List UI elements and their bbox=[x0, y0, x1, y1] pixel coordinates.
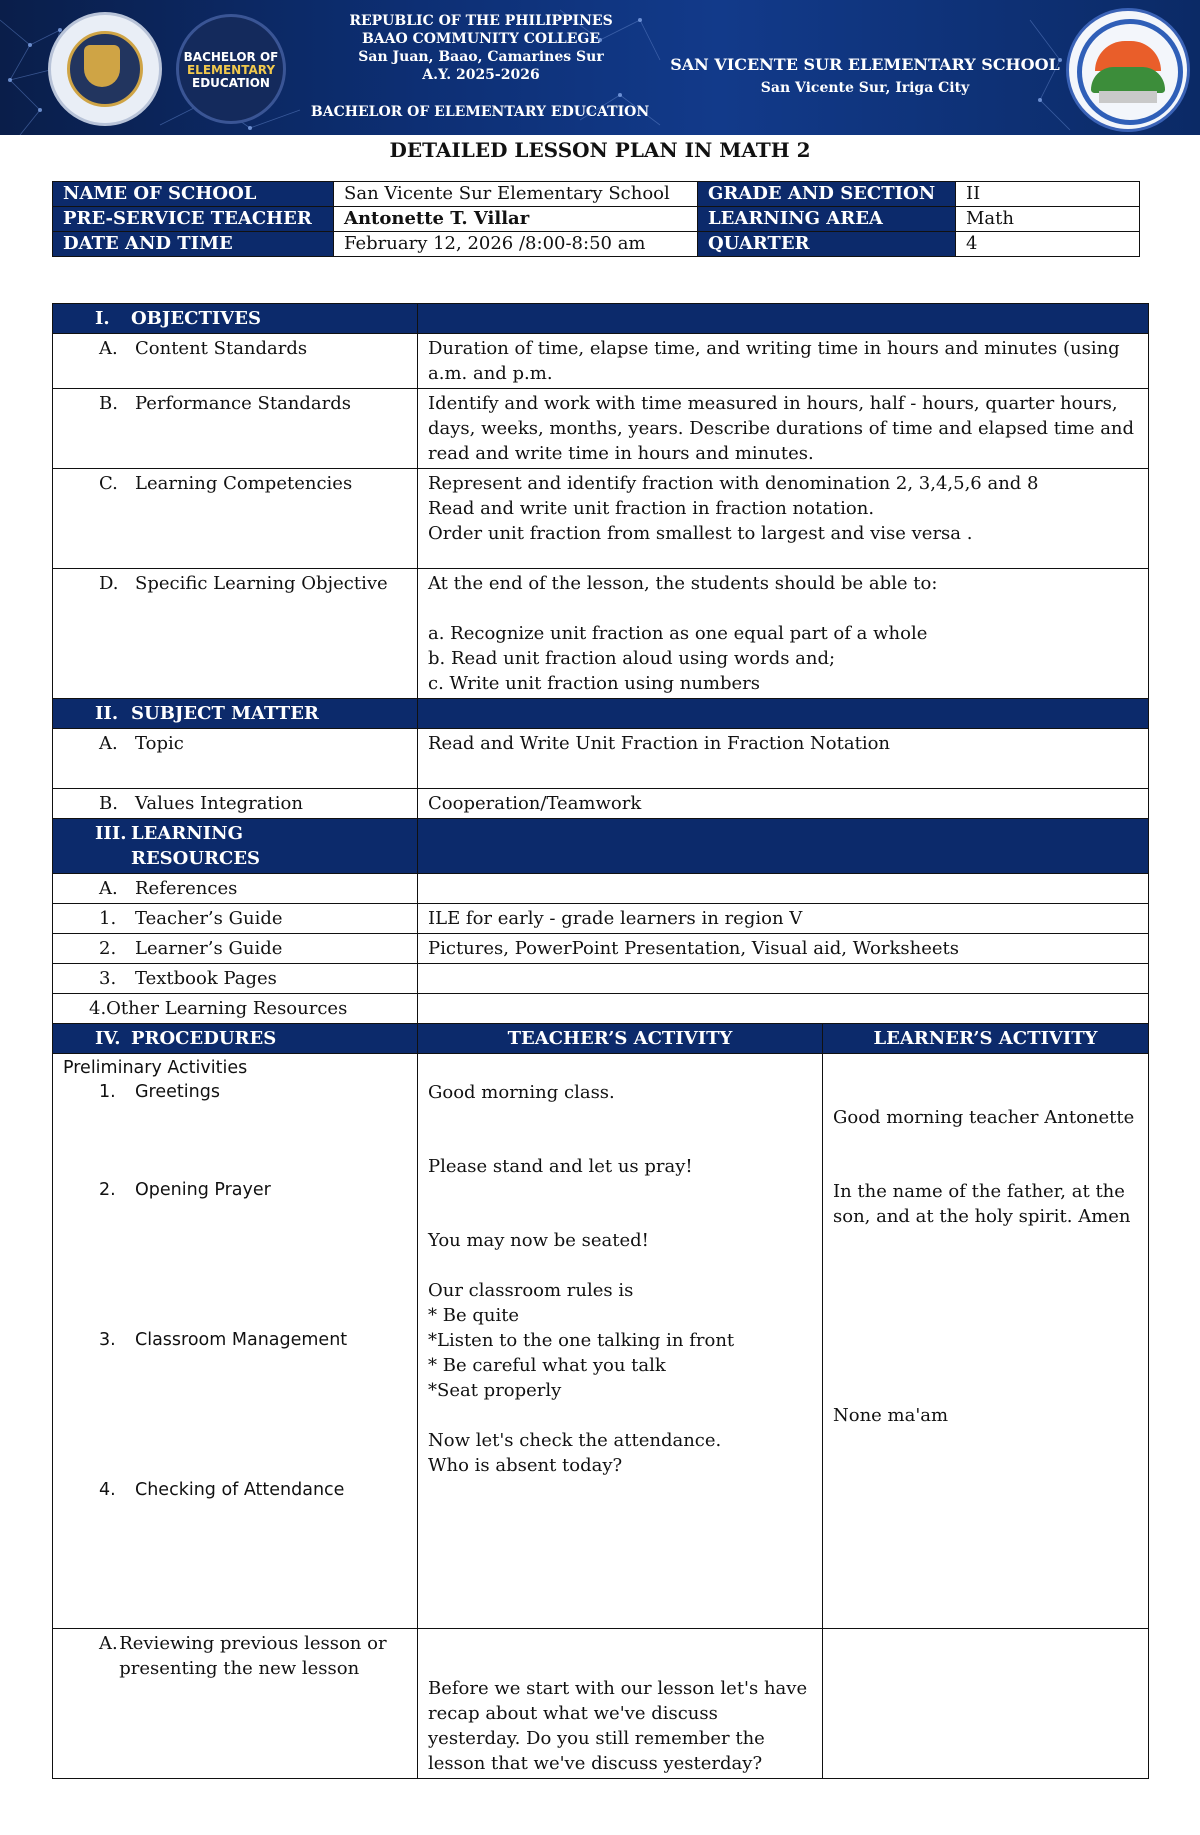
preliminary-activities-row bbox=[53, 1054, 1149, 1629]
header-banner bbox=[0, 0, 1200, 135]
program-logo: BACHELOR OF ELEMENTARY EDUCATION bbox=[176, 14, 286, 124]
info-row bbox=[53, 232, 1140, 257]
teacher-value: Antonette T. Villar bbox=[334, 207, 698, 232]
row-value: Identify and work with time measured in hours, half - hours, quarter hours, days, weeks, months, years. Describe durations of time and elapsed time and read and write time in hours and minutes. bbox=[418, 389, 1149, 469]
performance-standards-row: B. Performance Standards Identify and work with time measured in hours, half - hours, quarter hours, days, weeks, months, years. Describe durations of time and elapsed time and read and write time in hours and minutes. bbox=[53, 389, 1149, 469]
objective-intro: At the end of the lesson, the students should be able to: bbox=[428, 573, 938, 594]
review-lesson-row: A. Reviewing previous lesson or presenting the new lesson Before we start with our lesson let's have recap about what we've discuss yesterday. Do you still remember the lesson that we've discuss yesterday? bbox=[53, 1629, 1149, 1779]
section-title-line2: RESOURCES bbox=[131, 848, 261, 869]
procedures-header bbox=[53, 1024, 1149, 1054]
row-label: Learner’s Guide bbox=[135, 938, 283, 959]
row-label: Values Integration bbox=[135, 793, 303, 814]
school-label: NAME OF SCHOOL bbox=[53, 182, 334, 207]
country-line: REPUBLIC OF THE PHILIPPINES bbox=[349, 13, 613, 29]
quarter-label: QUARTER bbox=[698, 232, 956, 257]
content-standards-row: A. Content Standards Duration of time, elapse time, and writing time in hours and minutes (using a.m. and p.m. bbox=[53, 334, 1149, 389]
subject-matter-header bbox=[53, 699, 1149, 729]
academic-year: A.Y. 2025-2026 bbox=[422, 67, 540, 83]
values-integration-row: B. Values Integration Cooperation/Teamwork bbox=[53, 789, 1149, 819]
learning-competencies-row: C. Learning Competencies Represent and identify fraction with denomination 2, 3,4,5,6 and 8 Read and write unit fraction in fraction notation. Order unit fraction from smallest to largest and vise versa . bbox=[53, 469, 1149, 569]
learner-prayer: In the name of the father, at the son, and at the holy spirit. Amen bbox=[833, 1181, 1131, 1227]
preliminary-label: Preliminary Activities bbox=[63, 1058, 248, 1078]
row-value: Cooperation/Teamwork bbox=[418, 789, 1149, 819]
teacher-greeting: Good morning class. bbox=[428, 1082, 615, 1103]
learner-activity-header: LEARNER’S ACTIVITY bbox=[823, 1024, 1149, 1054]
program-name: BACHELOR OF ELEMENTARY EDUCATION bbox=[310, 104, 650, 120]
row-label: References bbox=[135, 878, 238, 899]
row-label: Performance Standards bbox=[135, 393, 352, 414]
row-label: Learning Competencies bbox=[135, 473, 353, 494]
other-resources-row bbox=[53, 994, 1149, 1024]
learners-guide-row: 2. Learner’s Guide Pictures, PowerPoint Presentation, Visual aid, Worksheets bbox=[53, 934, 1149, 964]
row-label: 4.Other Learning Resources bbox=[53, 994, 418, 1024]
references-row: A. References bbox=[53, 874, 1149, 904]
row-label: Teacher’s Guide bbox=[135, 908, 283, 929]
lesson-plan-table bbox=[52, 303, 1149, 1779]
row-value: Represent and identify fraction with denomination 2, 3,4,5,6 and 8 Read and write unit fraction in fraction notation. Order unit fraction from smallest to largest and vise versa . bbox=[418, 469, 1149, 569]
teacher-label: PRE-SERVICE TEACHER bbox=[53, 207, 334, 232]
lesson-info-table bbox=[52, 181, 1140, 257]
row-label: Specific Learning Objective bbox=[135, 573, 388, 594]
area-label: LEARNING AREA bbox=[698, 207, 956, 232]
college-address bbox=[316, 12, 646, 84]
info-row bbox=[53, 207, 1140, 232]
college-seal-logo bbox=[48, 12, 162, 126]
grade-label: GRADE AND SECTION bbox=[698, 182, 956, 207]
objective-list: a. Recognize unit fraction as one equal part of a whole b. Read unit fraction aloud using words and; c. Write unit fraction using numbers bbox=[428, 623, 928, 694]
step-greetings: 1. Greetings bbox=[99, 1082, 220, 1102]
row-value: Duration of time, elapse time, and writing time in hours and minutes (using a.m. and p.m. bbox=[418, 334, 1149, 389]
section-title: SUBJECT MATTER bbox=[131, 703, 319, 724]
grade-value: II bbox=[956, 182, 1140, 207]
college-name: BAAO COMMUNITY COLLEGE bbox=[361, 31, 601, 47]
teacher-rules: Our classroom rules is * Be quite *Listen to the one talking in front * Be careful what you talk *Seat properly bbox=[428, 1280, 735, 1401]
specific-objective-row: D. Specific Learning Objective At the end of the lesson, the students should be able to: a. Recognize unit fraction as one equal part of a whole b. Read unit fraction aloud using words and; c. Write unit fraction using numbers bbox=[53, 569, 1149, 699]
teacher-review: Before we start with our lesson let's have recap about what we've discuss yesterday. Do you still remember the lesson that we've discuss yesterday? bbox=[428, 1678, 808, 1774]
row-label: Textbook Pages bbox=[135, 968, 277, 989]
school-seal-logo bbox=[1066, 8, 1190, 132]
college-location: San Juan, Baao, Camarines Sur bbox=[358, 49, 604, 65]
section-title: OBJECTIVES bbox=[131, 308, 261, 329]
step-attendance: 4. Checking of Attendance bbox=[99, 1480, 345, 1500]
row-label: Reviewing previous lesson or presenting the new lesson bbox=[119, 1633, 387, 1679]
teacher-seated: You may now be seated! bbox=[428, 1230, 649, 1251]
row-value: Pictures, PowerPoint Presentation, Visual aid, Worksheets bbox=[418, 934, 1149, 964]
step-opening-prayer: 2. Opening Prayer bbox=[99, 1180, 271, 1200]
teacher-attendance: Now let's check the attendance. Who is absent today? bbox=[428, 1430, 722, 1476]
document-title: DETAILED LESSON PLAN IN MATH 2 bbox=[389, 138, 811, 162]
date-label: DATE AND TIME bbox=[53, 232, 334, 257]
info-row bbox=[53, 182, 1140, 207]
row-label: Topic bbox=[135, 733, 184, 754]
section-title: PROCEDURES bbox=[131, 1028, 277, 1049]
learning-resources-header bbox=[53, 819, 1149, 874]
teacher-prayer: Please stand and let us pray! bbox=[428, 1156, 693, 1177]
section-number: I. bbox=[95, 308, 110, 329]
school-name: SAN VICENTE SUR ELEMENTARY SCHOOL bbox=[670, 55, 1060, 74]
learner-greeting: Good morning teacher Antonette bbox=[833, 1107, 1135, 1128]
school-value: San Vicente Sur Elementary School bbox=[334, 182, 698, 207]
row-value: ILE for early - grade learners in region V bbox=[418, 904, 1149, 934]
area-value: Math bbox=[956, 207, 1140, 232]
quarter-value: 4 bbox=[956, 232, 1140, 257]
teachers-guide-row: 1. Teacher’s Guide ILE for early - grade learners in region V bbox=[53, 904, 1149, 934]
objectives-header bbox=[53, 304, 1149, 334]
section-number: II. bbox=[95, 703, 119, 724]
topic-row: A. Topic Read and Write Unit Fraction in Fraction Notation bbox=[53, 729, 1149, 789]
school-location: San Vicente Sur, Iriga City bbox=[760, 80, 970, 96]
date-value: February 12, 2026 /8:00-8:50 am bbox=[334, 232, 698, 257]
textbook-pages-row: 3. Textbook Pages bbox=[53, 964, 1149, 994]
section-number: IV. bbox=[95, 1028, 121, 1049]
row-value: Read and Write Unit Fraction in Fraction Notation bbox=[418, 729, 1149, 789]
teacher-activity-header: TEACHER’S ACTIVITY bbox=[418, 1024, 823, 1054]
row-label: Content Standards bbox=[135, 338, 308, 359]
learner-attendance: None ma'am bbox=[833, 1405, 949, 1426]
step-classroom-management: 3. Classroom Management bbox=[99, 1330, 348, 1350]
section-number: III. bbox=[95, 823, 127, 844]
section-title: LEARNING bbox=[131, 823, 243, 844]
